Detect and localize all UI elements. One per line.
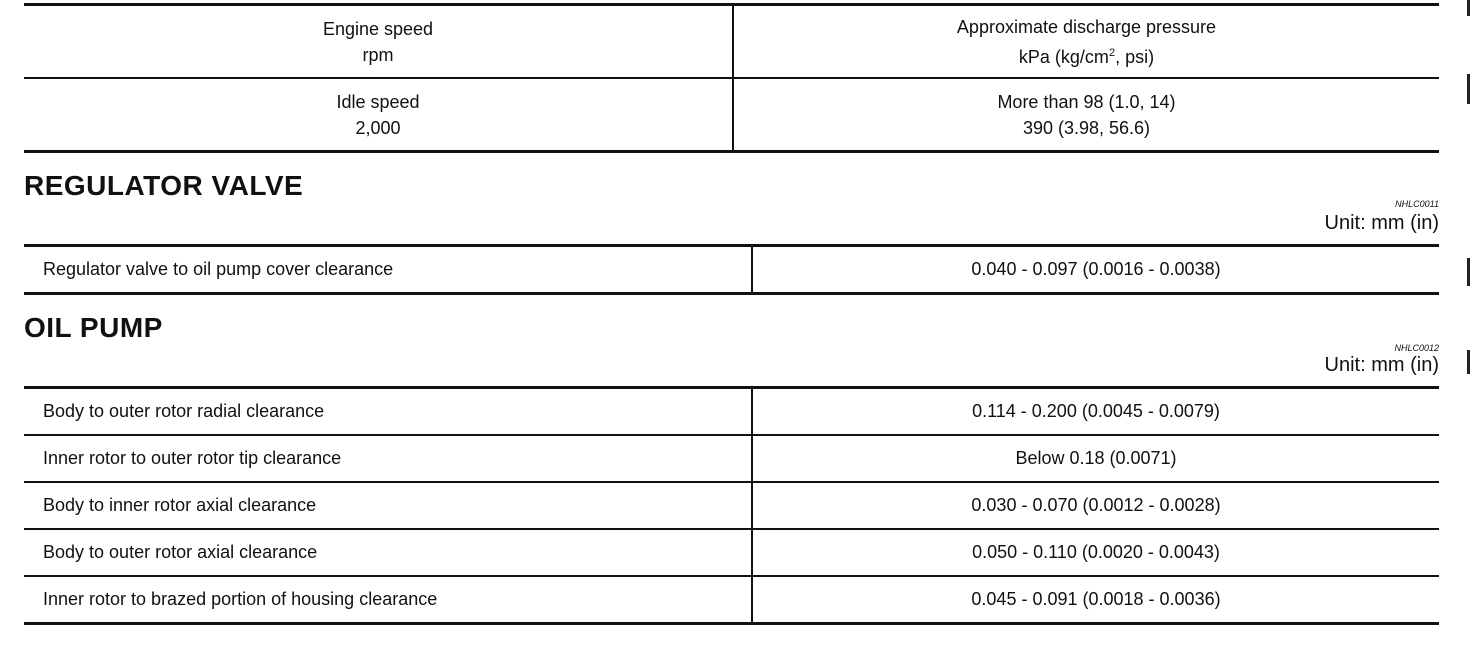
table-row xyxy=(24,576,1439,624)
table-row xyxy=(24,388,1439,436)
value-cell: 0.050 - 0.110 (0.0020 - 0.0043) xyxy=(752,529,1439,576)
table-row xyxy=(24,529,1439,576)
margin-mark xyxy=(1467,258,1470,286)
unit-text-post: , psi) xyxy=(1115,46,1155,67)
value-cell: 0.045 - 0.091 (0.0018 - 0.0036) xyxy=(752,576,1439,624)
margin-mark xyxy=(1467,74,1470,104)
header-discharge-pressure-unit xyxy=(734,40,1439,70)
oil-pump-heading: OIL PUMP xyxy=(24,312,163,343)
item-cell: Body to outer rotor radial clearance xyxy=(24,388,752,436)
pressure-idle-value: More than 98 (1.0, 14) xyxy=(997,91,1176,112)
table-row xyxy=(24,78,1439,152)
margin-mark xyxy=(1467,350,1470,374)
value-cell: Below 0.18 (0.0071) xyxy=(752,435,1439,482)
engine-speed-idle: Idle speed xyxy=(336,91,420,112)
value-cell: 0.030 - 0.070 (0.0012 - 0.0028) xyxy=(752,482,1439,529)
oil-pump-code: NHLC0012 xyxy=(1394,343,1439,353)
item-cell: Inner rotor to outer rotor tip clearance xyxy=(24,435,752,482)
pressure-2000-value: 390 (3.98, 56.6) xyxy=(1022,117,1151,138)
margin-mark xyxy=(1467,0,1470,16)
header-engine-speed-unit: rpm xyxy=(362,44,394,65)
table-row xyxy=(24,482,1439,529)
header-engine-speed xyxy=(24,5,733,79)
item-cell: Body to outer rotor axial clearance xyxy=(24,529,752,576)
item-cell: Regulator valve to oil pump cover clearance xyxy=(24,246,752,294)
header-discharge-pressure xyxy=(733,5,1439,79)
engine-speed-cell xyxy=(24,78,733,152)
discharge-pressure-table xyxy=(24,3,1439,153)
regulator-valve-code: NHLC0011 xyxy=(1395,199,1439,209)
item-cell: Inner rotor to brazed portion of housing clearance xyxy=(24,576,752,624)
table-row xyxy=(24,246,1439,294)
value-cell: 0.114 - 0.200 (0.0045 - 0.0079) xyxy=(972,401,1220,421)
engine-speed-2000: 2,000 xyxy=(355,117,401,138)
regulator-valve-table xyxy=(24,244,1439,295)
oil-pump-unit: Unit: mm (in) xyxy=(1324,354,1439,376)
unit-text-pre: kPa (kg/cm xyxy=(1018,46,1109,67)
header-discharge-pressure-label: Approximate discharge pressure xyxy=(956,16,1217,37)
oil-pump-table xyxy=(24,386,1439,625)
value-cell: 0.040 - 0.097 (0.0016 - 0.0038) xyxy=(971,259,1221,279)
header-engine-speed-label: Engine speed xyxy=(322,18,434,39)
regulator-valve-heading: REGULATOR VALVE xyxy=(24,170,304,201)
regulator-valve-unit: Unit: mm (in) xyxy=(1324,212,1439,234)
unit-superscript: 2 xyxy=(1108,46,1116,59)
table-row xyxy=(24,435,1439,482)
item-cell: Body to inner rotor axial clearance xyxy=(24,482,752,529)
table-header-row xyxy=(24,5,1439,79)
discharge-pressure-cell xyxy=(733,78,1439,152)
